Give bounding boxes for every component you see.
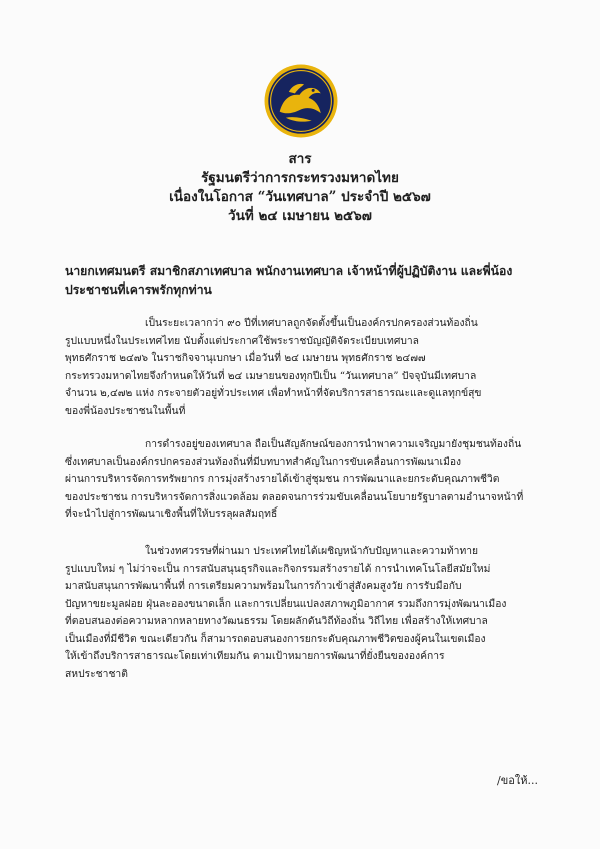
paragraph-line: ให้เข้าถึงบริการสาธารณะโดยเท่าเทียมกัน ตามเป้าหมายการพัฒนาที่ยั่งยืนขององค์การ	[65, 650, 445, 662]
paragraph-line: เป็นเมืองที่มีชีวิต ขณะเดียวกัน ก็สามารถตอบสนองการยกระดับคุณภาพชีวิตของผู้คนในเขตเมือง	[65, 632, 486, 645]
paragraph-line: ของประชาชน การบริหารจัดการสิ่งแวดล้อม ตลอดจนการร่วมขับเคลื่อนนโยบายรัฐบาลตามอำนาจหน้าที่	[65, 490, 524, 503]
paragraph-line: ในช่วงทศวรรษที่ผ่านมา ประเทศไทยได้เผชิญหน้ากับปัญหาและความท้าทาย	[145, 545, 479, 557]
salutation	[65, 262, 545, 300]
paragraph-line: รูปแบบใหม่ ๆ ไม่ว่าจะเป็น การสนับสนุนธุรกิจและกิจกรรมสร้างรายได้ การนำเทคโนโลยีสมัยใหม่	[65, 562, 491, 575]
paragraph-line: มาสนับสนุนการพัฒนาพื้นที่ การเตรียมความพร้อมในการก้าวเข้าสู่สังคมสูงวัย การรับมือกับ	[65, 580, 462, 592]
paragraph-line: การดำรงอยู่ของเทศบาล ถือเป็นสัญลักษณ์ของการนำพาความเจริญมายังชุมชนท้องถิ่น	[145, 438, 522, 450]
paragraph-line: ผ่านการบริหารจัดการทรัพยากร การมุ่งสร้างรายได้เข้าสู่ชุมชน การพัฒนาและยกระดับคุณภาพชีวิต	[65, 473, 500, 485]
body-paragraph-3	[65, 543, 545, 683]
paragraph-line: ที่จะนำไปสู่การพัฒนาเชิงพื้นที่ให้บรรลุผลสัมฤทธิ์	[65, 508, 278, 520]
continuation-marker: /ขอให้...	[497, 774, 538, 787]
body-paragraph-1	[65, 315, 545, 420]
paragraph-line: เป็นระยะเวลากว่า ๙๐ ปีที่เทศบาลถูกจัดตั้งขึ้นเป็นองค์กรปกครองส่วนท้องถิ่น	[145, 317, 478, 329]
paragraph-line: ปัญหาขยะมูลฝอย ฝุ่นละอองขนาดเล็ก และการเปลี่ยนแปลงสภาพภูมิอากาศ รวมถึงการมุ่งพัฒนาเมือง	[65, 597, 507, 610]
letter-heading	[150, 150, 450, 226]
letter-occasion: เนื่องในโอกาส “วันเทศบาล” ประจำปี ๒๕๖๗	[169, 189, 431, 205]
paragraph-line: รูปแบบหนึ่งในประเทศไทย นับตั้งแต่ประกาศใช้พระราชบัญญัติจัดระเบียบเทศบาล	[65, 334, 419, 347]
letter-date: วันที่ ๒๔ เมษายน ๒๕๖๗	[228, 208, 372, 224]
paragraph-line: ของพี่น้องประชาชนในพื้นที่	[65, 404, 186, 417]
salutation-line: ประชาชนที่เคารพรักทุกท่าน	[65, 283, 212, 297]
paragraph-line: จำนวน ๒,๔๗๒ แห่ง กระจายตัวอยู่ทั่วประเทศ เพื่อทำหน้าที่จัดบริการสาธารณะและดูแลทุกข์สุข	[65, 387, 482, 399]
paragraph-line: กระทรวงมหาดไทยจึงกำหนดให้วันที่ ๒๔ เมษายนของทุกปีเป็น “วันเทศบาล” ปัจจุบันมีเทศบาล	[65, 369, 477, 382]
paragraph-line: สหประชาชาติ	[65, 667, 128, 680]
paragraph-line: ซึ่งเทศบาลเป็นองค์กรปกครองส่วนท้องถิ่นที่มีบทบาทสำคัญในการขับเคลื่อนการพัฒนาเมือง	[65, 455, 462, 468]
ministry-seal-icon	[263, 63, 339, 139]
letter-title: สาร	[288, 151, 312, 167]
letter-author: รัฐมนตรีว่าการกระทรวงมหาดไทย	[201, 170, 399, 186]
salutation-line: นายกเทศมนตรี สมาชิกสภาเทศบาล พนักงานเทศบาล เจ้าหน้าที่ผู้ปฏิบัติงาน และพี่น้อง	[65, 264, 513, 278]
paragraph-line: ที่ตอบสนองต่อความหลากหลายทางวัฒนธรรม โดยผลักดันวิถีท้องถิ่น วิถีไทย เพื่อสร้างให้เทศบาล	[65, 615, 488, 627]
paragraph-line: พุทธศักราช ๒๔๗๖ ในราชกิจจานุเบกษา เมื่อวันที่ ๒๔ เมษายน พุทธศักราช ๒๔๗๗	[65, 352, 426, 364]
body-paragraph-2	[65, 436, 545, 524]
